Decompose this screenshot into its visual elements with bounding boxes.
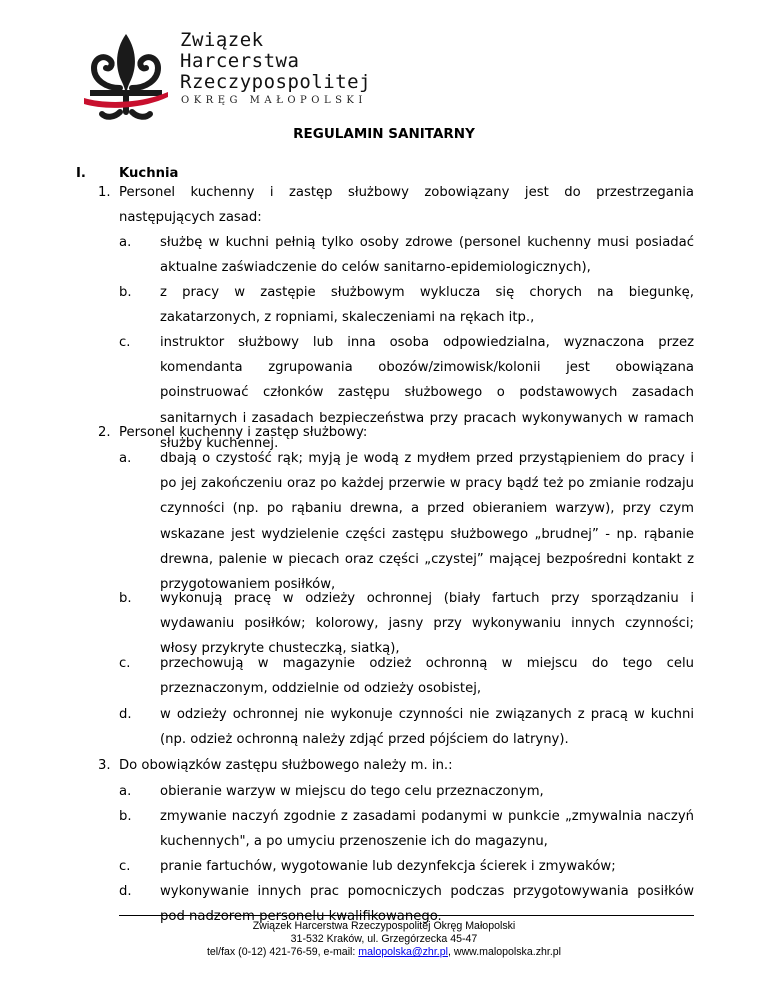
sublist-item-text: wykonywanie innych prac pomocniczych podczas przygotowywania posiłków pod nadzorem personelu kwalifikowanego.: [160, 884, 694, 925]
sublist-item-letter: c.: [119, 656, 131, 671]
sublist-item-text: w odzieży ochronnej nie wykonuje czynności nie związanych z pracą w kuchni (np. odzież ochronną należy zdjąć przed pójściem do latryny).: [160, 707, 694, 748]
sublist-item-letter: c.: [119, 859, 131, 874]
email-link[interactable]: malopolska@zhr.pl: [358, 946, 448, 958]
sublist-item-letter: b.: [119, 591, 132, 606]
organization-name: [180, 30, 371, 93]
sublist-item-text: obieranie warzyw w miejscu do tego celu przeznaczonym,: [160, 784, 544, 799]
sublist-item-text: pranie fartuchów, wygotowanie lub dezynfekcja ścierek i zmywaków;: [160, 859, 616, 874]
section-number: I.: [76, 166, 86, 181]
fleur-de-lis-icon: [80, 30, 172, 126]
region-name: OKRĘG MAŁOPOLSKI: [181, 95, 367, 106]
sublist-item-letter: d.: [119, 707, 132, 722]
org-name-line2: Harcerstwa: [180, 50, 300, 72]
footer-address: 31-532 Kraków, ul. Grzegórzecka 45-47: [290, 933, 478, 945]
footer-website: , www.malopolska.zhr.pl: [447, 946, 562, 958]
section-title: Kuchnia: [119, 166, 179, 181]
sublist-item-text: wykonują pracę w odzieży ochronnej (biały fartuch przy sporządzaniu i wydawaniu posiłków; kolorowy, jasny przy wykonywaniu innych czynności; włosy przykryte chusteczką, siatką),: [160, 591, 694, 657]
sublist-item-text: przechowują w magazynie odzież ochronną w miejscu do tego celu przeznaczonym, oddzielnie od odzieży osobistej,: [160, 656, 694, 697]
page-footer: [0, 920, 768, 959]
sublist-item-letter: b.: [119, 809, 132, 824]
footer-org: Związek Harcerstwa Rzeczypospolitej Okręg Małopolski: [252, 920, 516, 932]
sublist-item-letter: c.: [119, 335, 131, 350]
list-item-text: Personel kuchenny i zastęp służbowy:: [119, 425, 368, 440]
list-item-text: Do obowiązków zastępu służbowego należy m. in.:: [119, 758, 453, 773]
sublist-item-text: służbę w kuchni pełnią tylko osoby zdrowe (personel kuchenny musi posiadać aktualne zaświadczenie do celów sanitarno-epidemiologicznych),: [160, 235, 694, 276]
list-item-number: 1.: [98, 185, 111, 200]
sublist-item-letter: a.: [119, 451, 132, 466]
sublist-item-letter: a.: [119, 235, 132, 250]
sublist-item-text: dbają o czystość rąk; myją je wodą z mydłem przed przystąpieniem do pracy i po jej zakończeniu oraz po każdej przerwie w pracy bądź też po zmianie rodzaju czynności (np. po rąbaniu drewna, a przed obieraniem warzyw), przy czym wskazane jest wydzielenie części zastępu służbowego „brudnej” - np. rąbanie drewna, palenie w piecach oraz części „czystej” mającej bezpośredni kontakt z przygotowaniem posiłków,: [160, 451, 694, 593]
list-item-text: Personel kuchenny i zastęp służbowy zobowiązany jest do przestrzegania następujących zasad:: [119, 185, 694, 226]
sublist-item-text: instruktor służbowy lub inna osoba odpowiedzialna, wyznaczona przez komendanta zgrupowania obozów/zimowisk/kolonii jest obowiązana poinstruować członków zastępu służbowego o podstawowych zasadach sanitarnych i zasadach bezpieczeństwa przy pracach wykonywanych w ramach służby kuchennej.: [160, 335, 694, 451]
sublist-item-letter: d.: [119, 884, 132, 899]
footer-divider: [119, 915, 694, 916]
footer-contact: [0, 946, 768, 959]
page-title: REGULAMIN SANITARNY: [293, 126, 475, 142]
sublist-item-text: z pracy w zastępie służbowym wyklucza się chorych na biegunkę, zakatarzonych, z ropniami, skaleczeniami na rękach itp.,: [160, 285, 694, 326]
list-item-number: 3.: [98, 758, 111, 773]
org-name-line1: Związek: [180, 29, 264, 51]
sublist-item-letter: b.: [119, 285, 132, 300]
footer-phone: tel/fax (0-12) 421-76-59, e-mail:: [206, 946, 359, 958]
org-name-line3: Rzeczypospolitej: [180, 71, 372, 93]
sublist-item-text: zmywanie naczyń zgodnie z zasadami podanymi w punkcie „zmywalnia naczyń kuchennych", a po umyciu przenoszenie ich do magazynu,: [160, 809, 694, 850]
list-item-number: 2.: [98, 425, 111, 440]
sublist-item-letter: a.: [119, 784, 132, 799]
